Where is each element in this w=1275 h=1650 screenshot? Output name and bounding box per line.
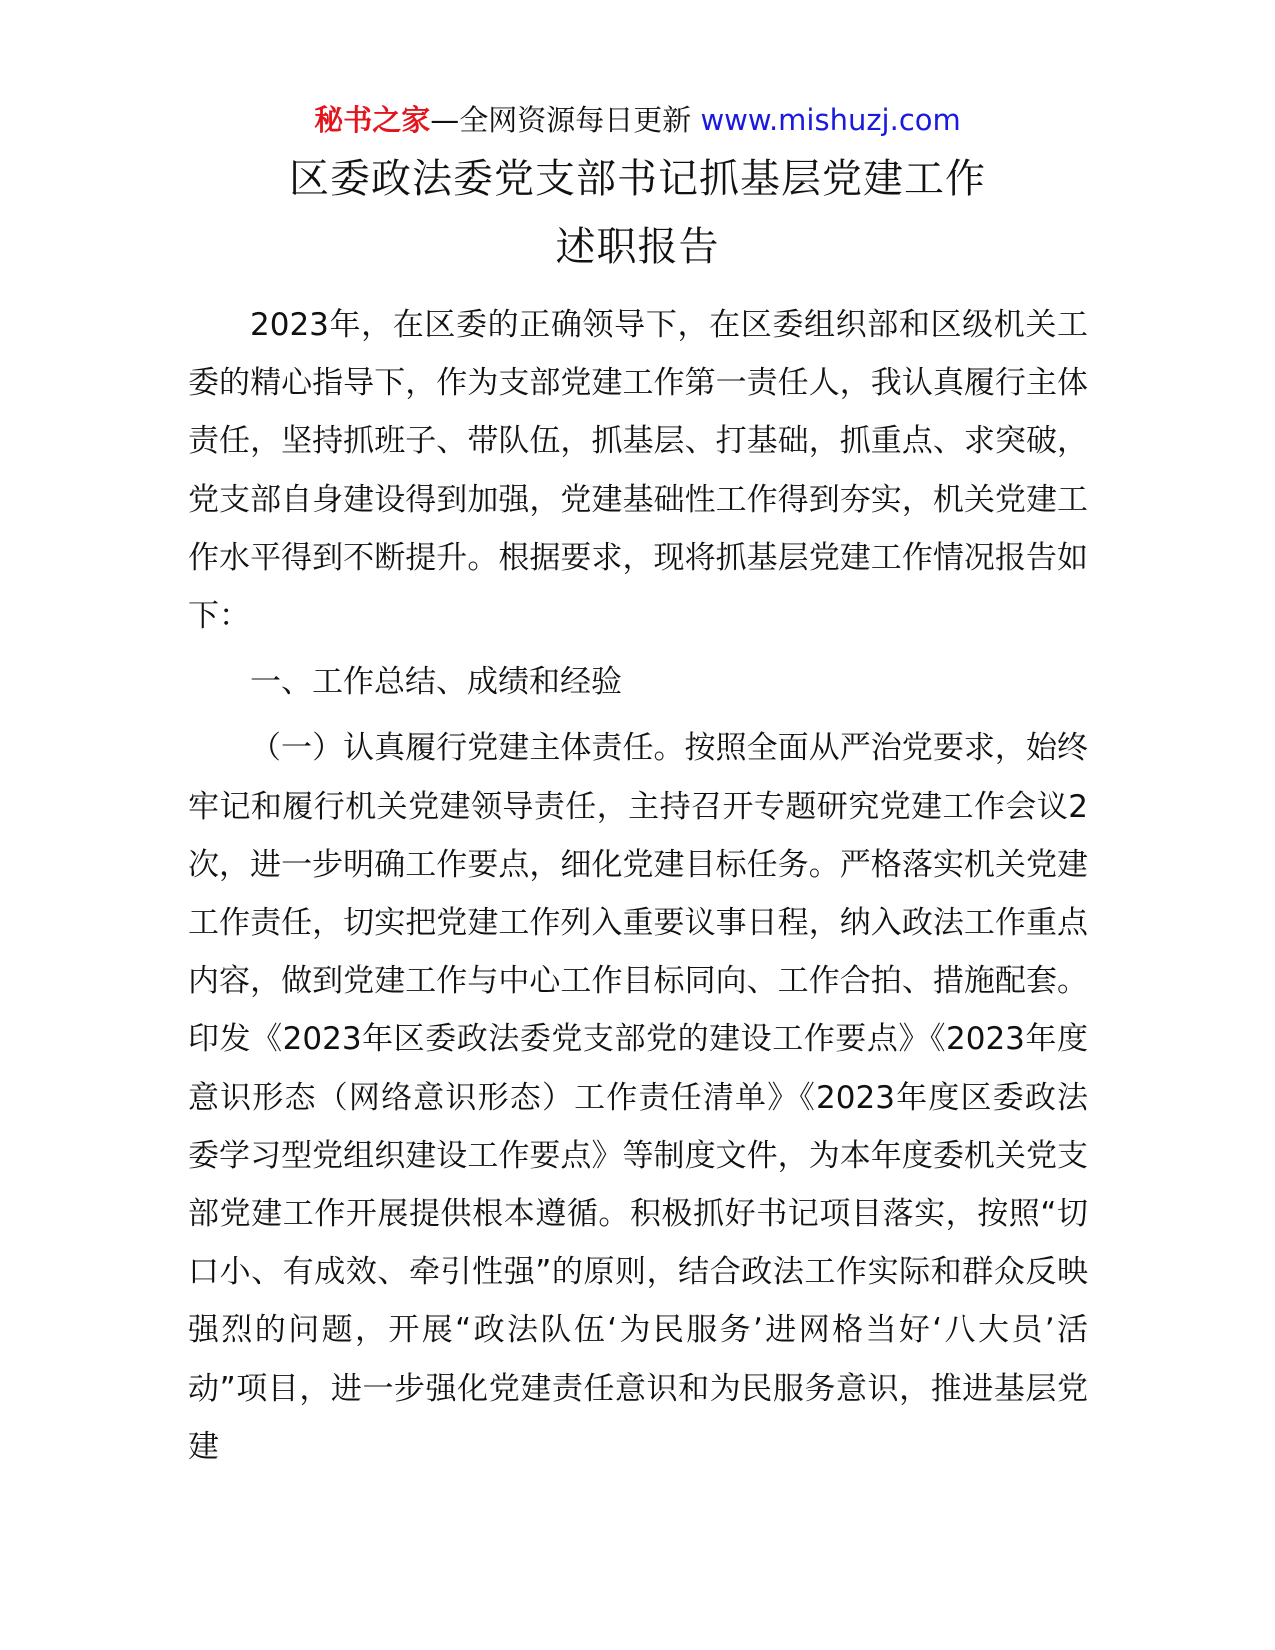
- document-title-line1: 区委政法委党支部书记抓基层党建工作: [289, 156, 986, 202]
- body-paragraph: （一）认真履行党建主体责任。按照全面从严治党要求，始终牢记和履行机关党建领导责任，主持召开专题研究党建工作会议2次，进一步明确工作要点，细化党建目标任务。严格落实机关党建工作责任，切实把党建工作列入重要议事日程，纳入政法工作重点内容，做到党建工作与中心工作目标同向、工作合拍、措施配套。印发《2023年区委政法委党支部党的建设工作要点》《2023年度意识形态（网络意识形态）工作责任清单》《2023年度区委政法委学习型党组织建设工作要点》等制度文件，为本年度委机关党支部党建工作开展提供根本遵循。积极抓好书记项目落实，按照“切口小、有成效、牵引性强”的原则，结合政法工作实际和群众反映强烈的问题，开展“政法队伍‘为民服务’进网格当好‘八大员’活动”项目，进一步强化党建责任意识和为民服务意识，推进基层党建: [188, 730, 1088, 1465]
- site-header: [0, 100, 1275, 140]
- site-url-link[interactable]: www.mishuzj.com: [700, 103, 961, 137]
- brand-name: 秘书之家: [314, 103, 431, 137]
- header-tagline: —全网资源每日更新: [430, 103, 692, 137]
- document-body: [188, 296, 1088, 1476]
- intro-paragraph: 2023年，在区委的正确领导下，在区委组织部和区级机关工委的精心指导下，作为支部党建工作第一责任人，我认真履行主体责任，坚持抓班子、带队伍，抓基层、打基础，抓重点、求突破，党支部自身建设得到加强，党建基础性工作得到夯实，机关党建工作水平得到不断提升。根据要求，现将抓基层党建工作情况报告如下：: [188, 307, 1088, 635]
- document-title-line2: 述职报告: [555, 224, 720, 270]
- section-heading: 一、工作总结、成绩和经验: [250, 664, 622, 701]
